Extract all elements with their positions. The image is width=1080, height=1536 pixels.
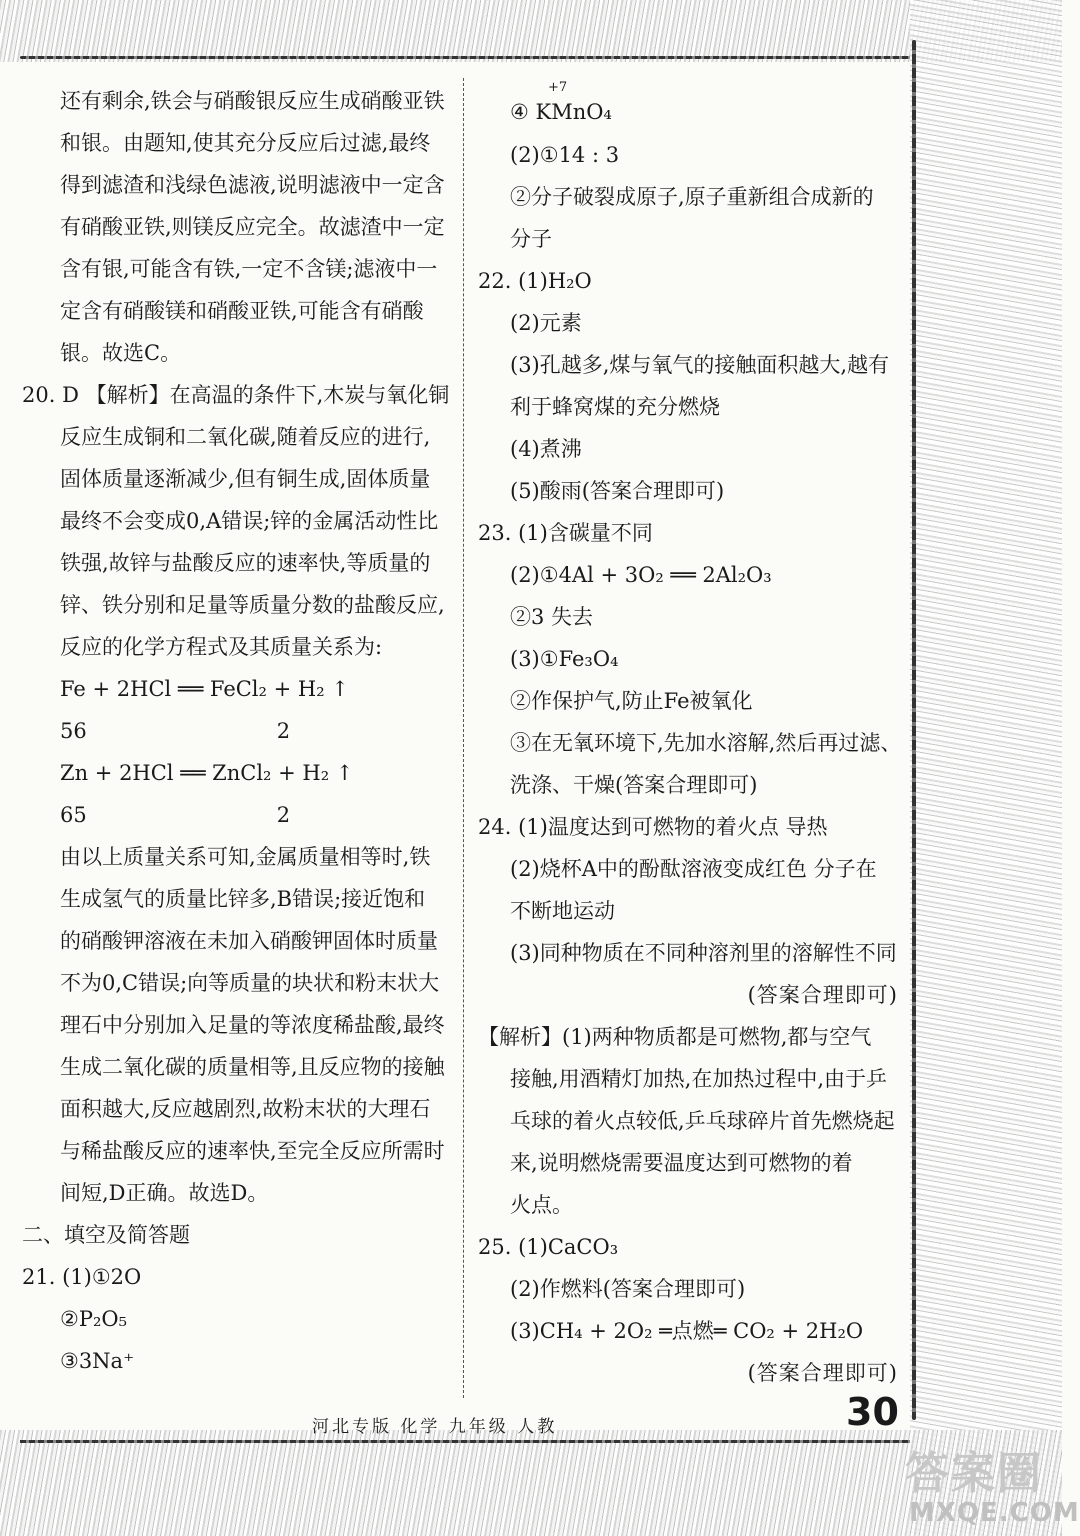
right-column xyxy=(478,78,902,1394)
q20-line: 铁强,故锌与盐酸反应的速率快,等质量的 xyxy=(60,551,431,575)
q22-line: (5)酸雨(答案合理即可) xyxy=(510,479,725,503)
equation-fe: Fe + 2HCl ══ FeCl₂ + H₂ ↑ xyxy=(60,677,349,701)
q25-line: (2)作燃料(答案合理即可) xyxy=(510,1277,746,1301)
equation-zn: Zn + 2HCl ══ ZnCl₂ + H₂ ↑ xyxy=(60,761,354,785)
mass-zn-metal: 65 xyxy=(60,803,87,827)
q22-line: (4)煮沸 xyxy=(510,437,582,461)
q19-line: 得到滤渣和浅绿色滤液,说明滤液中一定含 xyxy=(60,173,445,197)
border-line-right xyxy=(912,40,916,1420)
q20-line: 锌、铁分别和足量等质量分数的盐酸反应, xyxy=(60,593,445,617)
q21-line: ②分子破裂成原子,原子重新组合成新的 xyxy=(510,185,874,209)
q20-line: 由以上质量关系可知,金属质量相等时,铁 xyxy=(60,845,431,869)
q20-line: 反应生成铜和二氧化碳,随着反应的进行, xyxy=(60,425,431,449)
q25-note: (答案合理即可) xyxy=(747,1361,898,1385)
q22-heading: 22. (1)H₂O xyxy=(478,269,592,293)
q20-line: 的硝酸钾溶液在未加入硝酸钾固体时质量 xyxy=(60,929,438,953)
q24-heading: 24. (1)温度达到可燃物的着火点 导热 xyxy=(478,815,828,839)
q24-analysis-line: 来,说明燃烧需要温度达到可燃物的着 xyxy=(510,1151,853,1175)
q23-line: ②作保护气,防止Fe被氧化 xyxy=(510,689,753,713)
mass-fe-metal: 56 xyxy=(60,719,87,743)
decorative-border-top xyxy=(0,0,1062,62)
q20-line: 生成二氧化碳的质量相等,且反应物的接触 xyxy=(60,1055,445,1079)
column-divider xyxy=(463,78,464,1398)
mass-zn-h2: 2 xyxy=(276,803,291,827)
oxidation-state: +7 xyxy=(548,80,568,95)
answer-kmno4: ④ KMnO₄ xyxy=(510,100,612,124)
q22-line: 利于蜂窝煤的充分燃烧 xyxy=(510,395,720,419)
q25-heading: 25. (1)CaCO₃ xyxy=(478,1235,619,1259)
page-number: 30 xyxy=(846,1390,899,1434)
q22-line: (3)孔越多,煤与氧气的接触面积越大,越有 xyxy=(510,353,890,377)
q23-line: ③在无氧环境下,先加水溶解,然后再过滤、 xyxy=(510,731,902,755)
q21-line: ③3Na⁺ xyxy=(60,1349,135,1373)
q24-analysis-line: 接触,用酒精灯加热,在加热过程中,由于乒 xyxy=(510,1067,888,1091)
q20-line: 生成氢气的质量比锌多,B错误;接近饱和 xyxy=(60,887,426,911)
q23-line: ②3 失去 xyxy=(510,605,594,629)
decorative-border-bottom xyxy=(0,1430,1080,1536)
q21-line: 分子 xyxy=(510,227,552,251)
q21-line: (2)①14 : 3 xyxy=(510,143,620,167)
mass-relation-zn xyxy=(22,794,447,836)
q24-note: (答案合理即可) xyxy=(747,983,898,1007)
footer-edition: 河北专版 化学 九年级 人教 xyxy=(312,1417,558,1437)
q23-line: (3)①Fe₃O₄ xyxy=(510,647,619,671)
q23-heading: 23. (1)含碳量不同 xyxy=(478,521,653,545)
q19-line: 定含有硝酸镁和硝酸亚铁,可能含有硝酸 xyxy=(60,299,424,323)
q19-line: 银。故选C。 xyxy=(60,341,182,365)
q20-line: 不为0,C错误;向等质量的块状和粉末状大 xyxy=(60,971,440,995)
q24-analysis-heading: 【解析】(1)两种物质都是可燃物,都与空气 xyxy=(478,1025,872,1049)
q21-heading: 21. (1)①2O xyxy=(22,1265,142,1289)
q20-line: 反应的化学方程式及其质量关系为: xyxy=(60,635,383,659)
q20-heading: 20. D 【解析】在高温的条件下,木炭与氧化铜 xyxy=(22,383,450,407)
q20-line: 固体质量逐渐减少,但有铜生成,固体质量 xyxy=(60,467,431,491)
q19-line: 含有银,可能含有铁,一定不含镁;滤液中一 xyxy=(60,257,438,281)
q23-line: (2)①4Al + 3O₂ ══ 2Al₂O₃ xyxy=(510,563,772,587)
q24-line: (3)同种物质在不同种溶剂里的溶解性不同 xyxy=(510,941,897,965)
q24-analysis-line: 火点。 xyxy=(510,1193,573,1217)
border-line-bottom xyxy=(20,1440,910,1443)
mass-relation-fe xyxy=(22,710,447,752)
q22-line: (2)元素 xyxy=(510,311,582,335)
q24-line: (2)烧杯A中的酚酞溶液变成红色 分子在 xyxy=(510,857,877,881)
q21-line: ②P₂O₅ xyxy=(60,1307,128,1331)
q23-line: 洗涤、干燥(答案合理即可) xyxy=(510,773,758,797)
q20-line: 间短,D正确。故选D。 xyxy=(60,1181,269,1205)
border-line-top xyxy=(20,56,910,59)
watermark-cn: 答案圈 xyxy=(905,1448,1043,1499)
q20-line: 最终不会变成0,A错误;锌的金属活动性比 xyxy=(60,509,439,533)
decorative-border-right xyxy=(909,0,1080,1536)
q24-analysis-line: 乓球的着火点较低,乒乓球碎片首先燃烧起 xyxy=(510,1109,895,1133)
q25-line: (3)CH₄ + 2O₂ ═点燃═ CO₂ + 2H₂O xyxy=(510,1319,864,1343)
q20-line: 理石中分别加入足量的等浓度稀盐酸,最终 xyxy=(60,1013,445,1037)
q20-line: 面积越大,反应越剧烈,故粉末状的大理石 xyxy=(60,1097,431,1121)
section-title: 二、填空及简答题 xyxy=(22,1223,190,1247)
mass-fe-h2: 2 xyxy=(276,719,291,743)
left-column xyxy=(22,80,450,1382)
q19-line: 还有剩余,铁会与硝酸银反应生成硝酸亚铁 xyxy=(60,89,445,113)
q20-line: 与稀盐酸反应的速率快,至完全反应所需时 xyxy=(60,1139,445,1163)
q19-line: 和银。由题知,使其充分反应后过滤,最终 xyxy=(60,131,431,155)
q19-line: 有硝酸亚铁,则镁反应完全。故滤渣中一定 xyxy=(60,215,445,239)
watermark-en: MXQE.COM xyxy=(909,1498,1080,1528)
q24-line: 不断地运动 xyxy=(510,899,615,923)
watermark xyxy=(905,1448,1080,1528)
